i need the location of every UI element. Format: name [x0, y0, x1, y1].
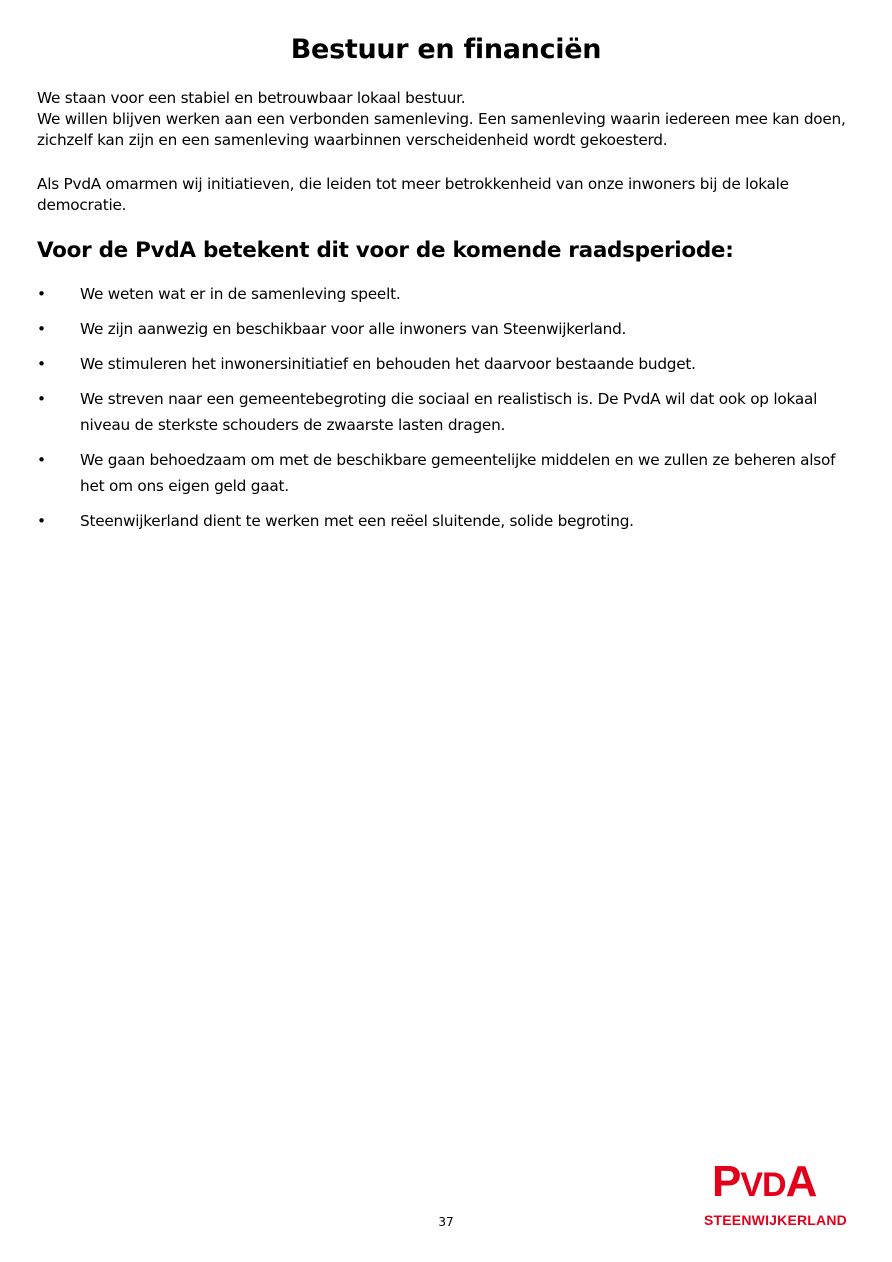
list-item-text: We streven naar een gemeentebegroting die sociaal en realistisch is. De PvdA wil dat ook op lokaal niveau de sterkste schouders de zwaarste lasten dragen. — [80, 390, 818, 434]
logo-letters-vd: VD — [740, 1166, 786, 1204]
list-item — [0, 447, 892, 499]
intro-paragraph — [37, 88, 852, 151]
intro-line-1: We staan voor een stabiel en betrouwbaar lokaal bestuur. — [37, 89, 466, 107]
list-item — [0, 386, 892, 438]
list-item-text: We gaan behoedzaam om met de beschikbare gemeentelijke middelen en we zullen ze beheren alsof het om ons eigen geld gaat. — [80, 451, 836, 495]
list-item — [0, 316, 892, 342]
list-item — [0, 351, 892, 377]
intro-paragraph-2 — [37, 174, 852, 216]
bullet-icon: • — [37, 320, 46, 338]
bullet-icon: • — [37, 355, 46, 373]
list-item-text: We stimuleren het inwonersinitiatief en behouden het daarvoor bestaande budget. — [80, 355, 696, 373]
logo-letter-p: P — [712, 1157, 741, 1206]
pvda-logo — [698, 1157, 853, 1232]
bullet-icon: • — [37, 285, 46, 303]
list-item — [0, 281, 892, 307]
page-number: 37 — [438, 1215, 454, 1229]
logo-subtitle: STEENWIJKERLAND — [703, 1212, 847, 1228]
bullet-icon: • — [37, 451, 46, 469]
pvda-logo-mark — [712, 1157, 817, 1206]
intro-line-2: We willen blijven werken aan een verbonden samenleving. Een samenleving waarin iedereen mee kan doen, zichzelf kan zijn en een samenleving waarbinnen verscheidenheid wordt gekoesterd. — [37, 110, 846, 149]
intro-paragraph-2-text: Als PvdA omarmen wij initiatieven, die leiden tot meer betrokkenheid van onze inwoners bij de lokale democratie. — [37, 175, 789, 214]
section-heading: Voor de PvdA betekent dit voor de komende raadsperiode: — [37, 238, 734, 263]
logo-letter-a: A — [785, 1157, 817, 1206]
list-item-text: We weten wat er in de samenleving speelt. — [80, 285, 401, 303]
list-item-text: We zijn aanwezig en beschikbaar voor alle inwoners van Steenwijkerland. — [80, 320, 627, 338]
bullet-icon: • — [37, 390, 46, 408]
page-title: Bestuur en financiën — [290, 34, 602, 65]
list-item — [0, 508, 892, 534]
bullet-list — [0, 281, 892, 543]
list-item-text: Steenwijkerland dient te werken met een reëel sluitende, solide begroting. — [80, 512, 634, 530]
bullet-icon: • — [37, 512, 46, 530]
